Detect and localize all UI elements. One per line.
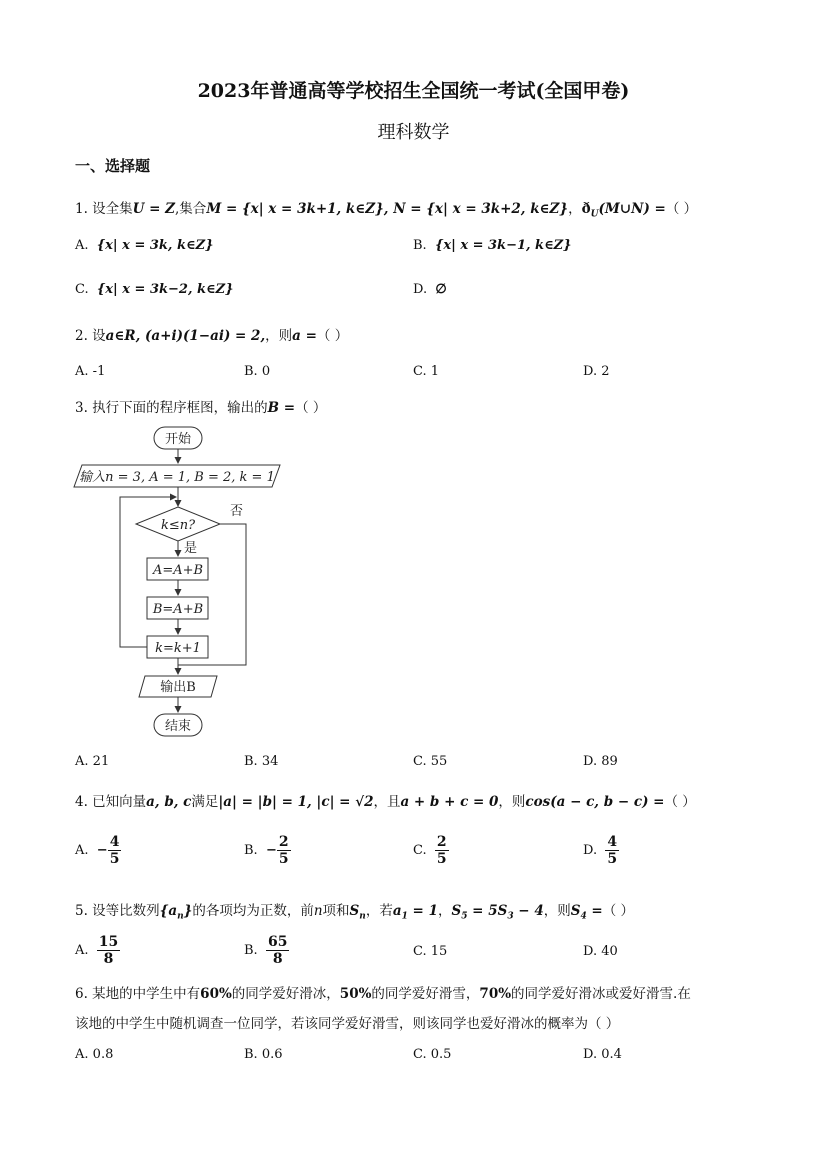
flow-end-label: 结束 [164,719,192,734]
question-3-option-a: A. 21 [75,754,110,769]
flow-no-label: 否 [230,504,244,519]
question-3-option-d: D. 89 [583,754,618,769]
question-5-option-c: C. 15 [413,944,448,959]
flow-condition-diamond [136,507,220,541]
question-4-option-c: C. $\frac{2}{5}$ [413,834,447,867]
question-6-option-d: D. 0.4 [583,1047,622,1062]
question-5-option-b: B. $\frac{65}{8}$ [244,934,288,967]
question-2-option-a: A. -1 [75,364,106,379]
question-6-option-c: C. 0.5 [413,1047,452,1062]
question-1-stem: 1. 设全集U = Z,集合M = {x| x = 3k+1, k∈Z}, N = {x| x = 3k+2, k∈Z}，$ð_U(M\cup N)$ =（ ） [75,201,698,220]
paper-title: 2023年普通高等学校招生全国统一考试(全国甲卷) [197,80,630,102]
flow-condition-label: k≤n? [160,518,196,533]
question-3-stem: 3. 执行下面的程序框图，输出的B =（ ） [75,400,327,416]
question-2-option-b: B. 0 [244,364,271,379]
paper-subtitle: 理科数学 [377,122,450,143]
question-1-option-d: D. ∅ [413,282,447,297]
question-6-line-2: 该地的中学生中随机调查一位同学，若该同学爱好滑雪，则该同学也爱好滑冰的概率为（ ） [75,1016,620,1032]
flow-step-a [147,558,208,580]
flow-start-label: 开始 [164,432,192,447]
flow-step-k [147,636,208,658]
question-6-option-a: A. 0.8 [75,1047,114,1062]
question-1-option-c: C. {x| x = 3k−2, k∈Z} [75,282,234,297]
flow-yes-label: 是 [184,541,198,556]
question-2-stem: 2. 设a∈R, (a+i)(1−ai) = 2,，则a =（ ） [75,328,349,344]
section-heading: 一、选择题 [75,157,151,175]
question-3-option-c: C. 55 [413,754,448,769]
flow-output-label: 输出B [160,680,196,695]
question-5-option-a: A. $\frac{15}{8}$ [75,934,119,967]
flow-start-box [154,427,202,449]
flow-step-b [147,597,208,619]
question-6-line-1: 6. 某地的中学生中有60%的同学爱好滑冰，50%的同学爱好滑雪，70%的同学爱好滑冰或爱好滑雪.在 [75,986,691,1002]
question-5-stem: 5. 设等比数列$\{a_n\}$的各项均为正数，前n项和$S_n$，若$a_1 = 1$，$S_5 = 5S_3 - 4$，则$S_4$ =（ ） [75,903,635,922]
question-4-stem: 4. 已知向量a, b, c满足|a| = |b| = 1, |c| = √2，且a + b + c = 0，则cos(a − c, b − c) =（ ） [75,794,696,810]
question-4-option-d: D. $\frac{4}{5}$ [583,834,618,867]
question-1-option-b: B. {x| x = 3k−1, k∈Z} [413,238,572,253]
flow-input-box [74,465,280,487]
question-6-option-b: B. 0.6 [244,1047,283,1062]
question-2-option-d: D. 2 [583,364,610,379]
flow-step-b-label: B=A+B [152,602,204,617]
question-3-option-b: B. 34 [244,754,279,769]
flow-step-a-label: A=A+B [152,563,204,578]
question-4-option-a: A. − $\frac{4}{5}$ [75,834,120,867]
question-1-option-a: A. {x| x = 3k, k∈Z} [75,238,214,253]
question-4-option-b: B. − $\frac{2}{5}$ [244,834,289,867]
question-2-option-c: C. 1 [413,364,440,379]
flow-input-label: 输入n = 3, A = 1, B = 2, k = 1 [79,470,275,485]
flow-end-box [154,714,202,736]
flow-output-box [139,676,217,697]
question-5-option-d: D. 40 [583,944,618,959]
flow-step-k-label: k=k+1 [155,641,201,656]
